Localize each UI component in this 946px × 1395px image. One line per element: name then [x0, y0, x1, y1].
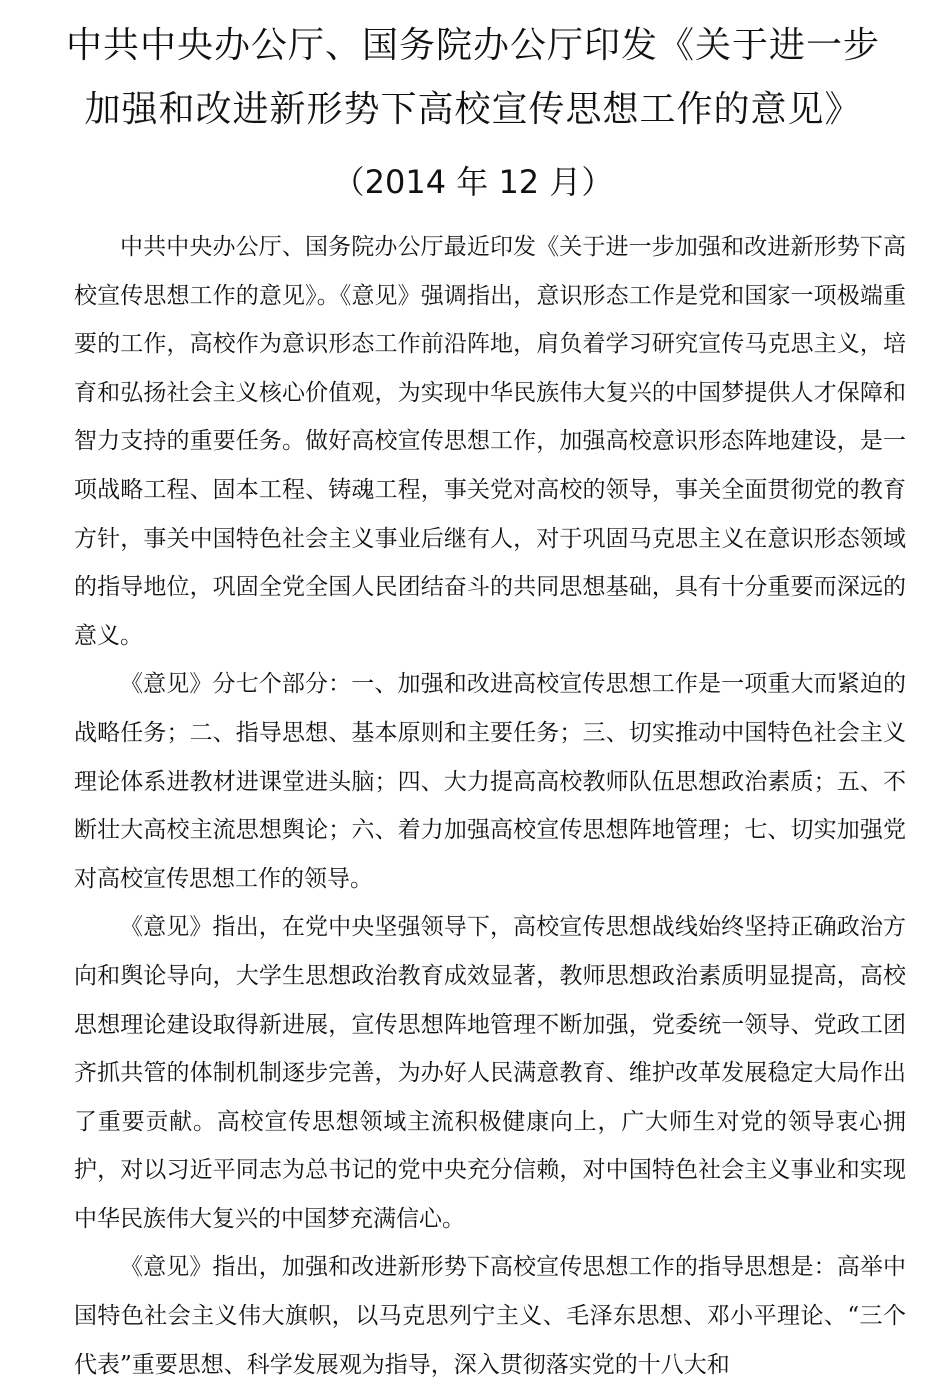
document-date: （2014 年 12 月） [332, 163, 614, 201]
paragraph-2: 《意见》分七个部分：一、加强和改进高校宣传思想工作是一项重大而紧迫的战略任务；二、指导思想、基本原则和主要任务；三、切实推动中国特色社会主义理论体系进教材进课堂进头脑；四、大力提高高校教师队伍思想政治素质；五、不断壮大高校主流思想舆论；六、着力加强高校宣传思想阵地管理；七、切实加强党对高校宣传思想工作的领导。 [74, 671, 906, 892]
paragraph-3: 《意见》指出，在党中央坚强领导下，高校宣传思想战线始终坚持正确政治方向和舆论导向，大学生思想政治教育成效显著，教师思想政治素质明显提高，高校思想理论建设取得新进展，宣传思想阵地管理不断加强，党委统一领导、党政工团齐抓共管的体制机制逐步完善，为办好人民满意教育、维护改革发展稳定大局作出了重要贡献。高校宣传思想领域主流积极健康向上，广大师生对党的领导衷心拥护，对以习近平同志为总书记的党中央充分信赖，对中国特色社会主义事业和实现中华民族伟大复兴的中国梦充满信心。 [74, 914, 906, 1232]
paragraph-1: 中共中央办公厅、国务院办公厅最近印发《关于进一步加强和改进新形势下高校宣传思想工作的意见》。《意见》强调指出，意识形态工作是党和国家一项极端重要的工作，高校作为意识形态工作前沿阵地，肩负着学习研究宣传马克思主义，培育和弘扬社会主义核心价值观，为实现中华民族伟大复兴的中国梦提供人才保障和智力支持的重要任务。做好高校宣传思想工作，加强高校意识形态阵地建设，是一项战略工程、固本工程、铸魂工程，事关党对高校的领导，事关全面贯彻党的教育方针，事关中国特色社会主义事业后继有人，对于巩固马克思主义在意识形态领域的指导地位，巩固全党全国人民团结奋斗的共同思想基础，具有十分重要而深远的意义。 [74, 234, 906, 649]
document-title-line-1: 中共中央办公厅、国务院办公厅印发《关于进一步 [65, 25, 880, 66]
paragraph-4: 《意见》指出，加强和改进新形势下高校宣传思想工作的指导思想是：高举中国特色社会主义伟大旗帜，以马克思列宁主义、毛泽东思想、邓小平理论、“三个代表”重要思想、科学发展观为指导，深入贯彻落实党的十八大和 [74, 1254, 906, 1378]
document-body [74, 223, 906, 1389]
document-title-line-2: 加强和改进新形势下高校宣传思想工作的意见》 [84, 89, 862, 130]
